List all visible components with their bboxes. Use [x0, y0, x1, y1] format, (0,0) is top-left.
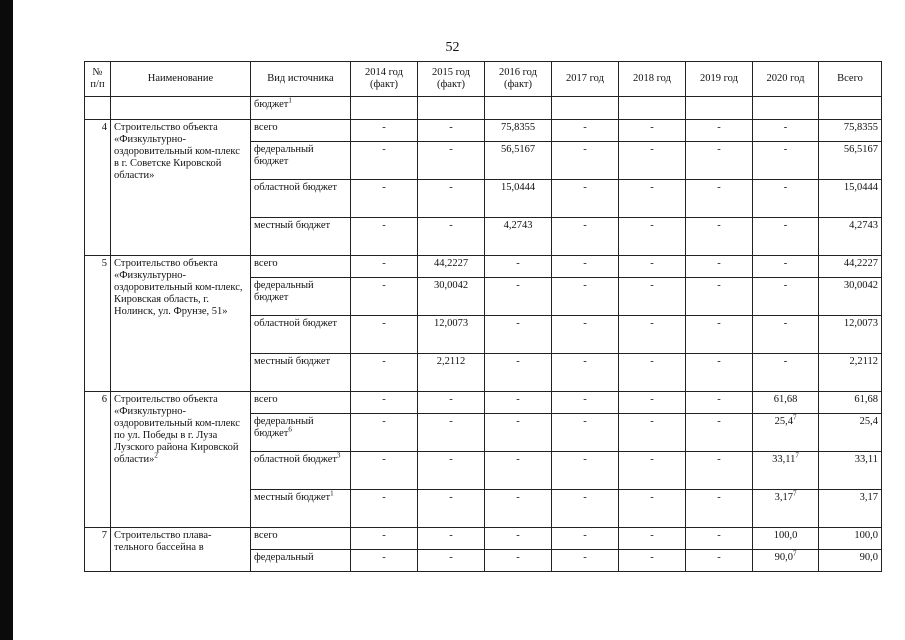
total-cell: 15,0444	[819, 180, 882, 218]
object-name: Строительство объекта «Физкультурно-оздоровительный ком-плекс в г. Советске Кировской области»	[111, 120, 251, 256]
funding-table	[84, 61, 882, 572]
value-cell: 75,8355	[485, 120, 552, 142]
value-cell: -	[351, 256, 418, 278]
table-row	[85, 256, 882, 278]
value-cell: -	[351, 452, 418, 490]
continuation-row	[85, 97, 882, 120]
value-cell: 25,4$^7$	[753, 414, 819, 452]
value-cell: -	[552, 528, 619, 550]
value-cell: -	[485, 392, 552, 414]
value-cell: -	[351, 278, 418, 316]
source-label: областной бюджет$^3$	[251, 452, 351, 490]
value-cell: -	[619, 452, 686, 490]
value-cell: -	[753, 218, 819, 256]
source-label: местный бюджет	[251, 354, 351, 392]
value-cell: -	[753, 278, 819, 316]
table-row	[85, 392, 882, 414]
row-number: 5	[85, 256, 111, 392]
value-cell: -	[485, 414, 552, 452]
value-cell: -	[619, 180, 686, 218]
value-cell: -	[418, 392, 485, 414]
value-cell: -	[485, 550, 552, 572]
value-cell: -	[351, 218, 418, 256]
value-cell: -	[619, 316, 686, 354]
header-row	[85, 62, 882, 97]
value-cell: -	[619, 414, 686, 452]
value-cell: -	[619, 256, 686, 278]
table-row	[85, 120, 882, 142]
total-cell: 90,0	[819, 550, 882, 572]
scan-edge-bar	[0, 0, 13, 640]
source-label: всего	[251, 120, 351, 142]
total-cell: 33,11	[819, 452, 882, 490]
value-cell: -	[351, 142, 418, 180]
source-label: всего	[251, 528, 351, 550]
header-cell: 2015 год (факт)	[418, 62, 485, 97]
value-cell: -	[552, 550, 619, 572]
total-cell: 30,0042	[819, 278, 882, 316]
row-number: 6	[85, 392, 111, 528]
value-cell: -	[552, 316, 619, 354]
total-cell: 3,17	[819, 490, 882, 528]
total-cell: 100,0	[819, 528, 882, 550]
value-cell: -	[552, 218, 619, 256]
value-cell: -	[351, 414, 418, 452]
value-cell: -	[619, 120, 686, 142]
value-cell: -	[418, 452, 485, 490]
value-cell: -	[418, 490, 485, 528]
value-cell: -	[686, 550, 753, 572]
source-label: местный бюджет	[251, 218, 351, 256]
source-label: местный бюджет$^1$	[251, 490, 351, 528]
value-cell: -	[686, 392, 753, 414]
value-cell: -	[686, 528, 753, 550]
value-cell: -	[485, 316, 552, 354]
value-cell: 15,0444	[485, 180, 552, 218]
value-cell: 2,2112	[418, 354, 485, 392]
header-cell: 2016 год (факт)	[485, 62, 552, 97]
page-number: 52	[445, 40, 460, 55]
value-cell: -	[418, 142, 485, 180]
value-cell: -	[351, 316, 418, 354]
row-number: 4	[85, 120, 111, 256]
header-cell: 2014 год (факт)	[351, 62, 418, 97]
source-label: всего	[251, 256, 351, 278]
value-cell: -	[552, 490, 619, 528]
object-name: Строительство объекта «Физкультурно-оздоровительный ком-плекс, Кировская область, г. Нолинск, ул. Фрунзе, 51»	[111, 256, 251, 392]
value-cell: -	[686, 278, 753, 316]
value-cell: -	[418, 528, 485, 550]
value-cell: -	[619, 278, 686, 316]
header-cell: Вид источника	[251, 62, 351, 97]
value-cell: -	[485, 528, 552, 550]
value-cell: -	[753, 142, 819, 180]
footnote-marker: 7	[792, 489, 797, 498]
value-cell: -	[418, 414, 485, 452]
source-label: федеральный бюджет$^6$	[251, 414, 351, 452]
value-cell: -	[686, 142, 753, 180]
value-cell: -	[686, 490, 753, 528]
value-cell: -	[753, 256, 819, 278]
value-cell: -	[686, 256, 753, 278]
footnote-marker: 7	[795, 451, 799, 460]
value-cell: -	[619, 142, 686, 180]
value-cell: -	[418, 120, 485, 142]
value-cell: -	[686, 414, 753, 452]
value-cell: -	[552, 392, 619, 414]
total-cell: 25,4	[819, 414, 882, 452]
value-cell: -	[552, 452, 619, 490]
value-cell: -	[686, 452, 753, 490]
value-cell: -	[552, 180, 619, 218]
table-row	[85, 528, 882, 550]
value-cell: -	[686, 180, 753, 218]
source-label: федеральный	[251, 550, 351, 572]
total-cell: 4,2743	[819, 218, 882, 256]
footnote-marker: 7	[792, 413, 797, 422]
object-name: Строительство плава-тельного бассейна в	[111, 528, 251, 572]
header-cell: 2017 год	[552, 62, 619, 97]
header-cell: Всего	[819, 62, 882, 97]
value-cell: -	[753, 354, 819, 392]
value-cell: -	[552, 120, 619, 142]
value-cell: -	[619, 354, 686, 392]
value-cell: -	[552, 354, 619, 392]
value-cell: -	[485, 278, 552, 316]
source-label: областной бюджет	[251, 180, 351, 218]
value-cell: 90,0$^7$	[753, 550, 819, 572]
footnote-marker: 2	[154, 451, 158, 460]
source-label: всего	[251, 392, 351, 414]
value-cell: -	[619, 550, 686, 572]
footnote-marker: 1	[288, 96, 292, 105]
total-cell: 12,0073	[819, 316, 882, 354]
value-cell: 100,0	[753, 528, 819, 550]
source-label: бюджет$^1$	[251, 97, 351, 120]
source-label: федеральный бюджет	[251, 142, 351, 180]
value-cell: -	[686, 218, 753, 256]
value-cell: -	[552, 278, 619, 316]
value-cell: -	[552, 142, 619, 180]
value-cell: -	[351, 550, 418, 572]
header-cell: 2018 год	[619, 62, 686, 97]
value-cell: -	[418, 218, 485, 256]
total-cell: 61,68	[819, 392, 882, 414]
value-cell: -	[485, 452, 552, 490]
value-cell: 61,68	[753, 392, 819, 414]
value-cell: 12,0073	[418, 316, 485, 354]
source-label: областной бюджет	[251, 316, 351, 354]
header-cell: 2020 год	[753, 62, 819, 97]
value-cell: -	[619, 490, 686, 528]
value-cell: 3,17$^7$	[753, 490, 819, 528]
header-cell: Наименование	[111, 62, 251, 97]
total-cell: 44,2227	[819, 256, 882, 278]
value-cell: -	[753, 180, 819, 218]
value-cell: -	[351, 180, 418, 218]
value-cell: -	[686, 316, 753, 354]
value-cell: -	[418, 180, 485, 218]
value-cell: 4,2743	[485, 218, 552, 256]
value-cell: -	[753, 120, 819, 142]
total-cell: 75,8355	[819, 120, 882, 142]
footnote-marker: 3	[336, 451, 341, 460]
value-cell: -	[351, 528, 418, 550]
value-cell: -	[619, 218, 686, 256]
value-cell: -	[351, 490, 418, 528]
value-cell: -	[351, 392, 418, 414]
value-cell: -	[351, 354, 418, 392]
value-cell: -	[619, 528, 686, 550]
object-name: Строительство объекта «Физкультурно-оздоровительный ком-плекс по ул. Победы в г. Луза Лузского района Кировской области»$^2$	[111, 392, 251, 528]
value-cell: -	[418, 550, 485, 572]
source-label: федеральный бюджет	[251, 278, 351, 316]
value-cell: -	[619, 392, 686, 414]
value-cell: -	[686, 354, 753, 392]
value-cell: 30,0042	[418, 278, 485, 316]
value-cell: 56,5167	[485, 142, 552, 180]
header-cell: № п/п	[85, 62, 111, 97]
total-cell: 56,5167	[819, 142, 882, 180]
value-cell: 33,11$^7$	[753, 452, 819, 490]
value-cell: -	[552, 256, 619, 278]
header-cell: 2019 год	[686, 62, 753, 97]
value-cell: -	[485, 490, 552, 528]
value-cell: -	[485, 256, 552, 278]
value-cell: -	[351, 120, 418, 142]
footnote-marker: 6	[288, 425, 292, 434]
value-cell: -	[485, 354, 552, 392]
footnote-marker: 7	[792, 549, 797, 558]
row-number: 7	[85, 528, 111, 572]
value-cell: -	[753, 316, 819, 354]
total-cell: 2,2112	[819, 354, 882, 392]
value-cell: -	[686, 120, 753, 142]
value-cell: -	[552, 414, 619, 452]
value-cell: 44,2227	[418, 256, 485, 278]
footnote-marker: 1	[330, 489, 334, 498]
